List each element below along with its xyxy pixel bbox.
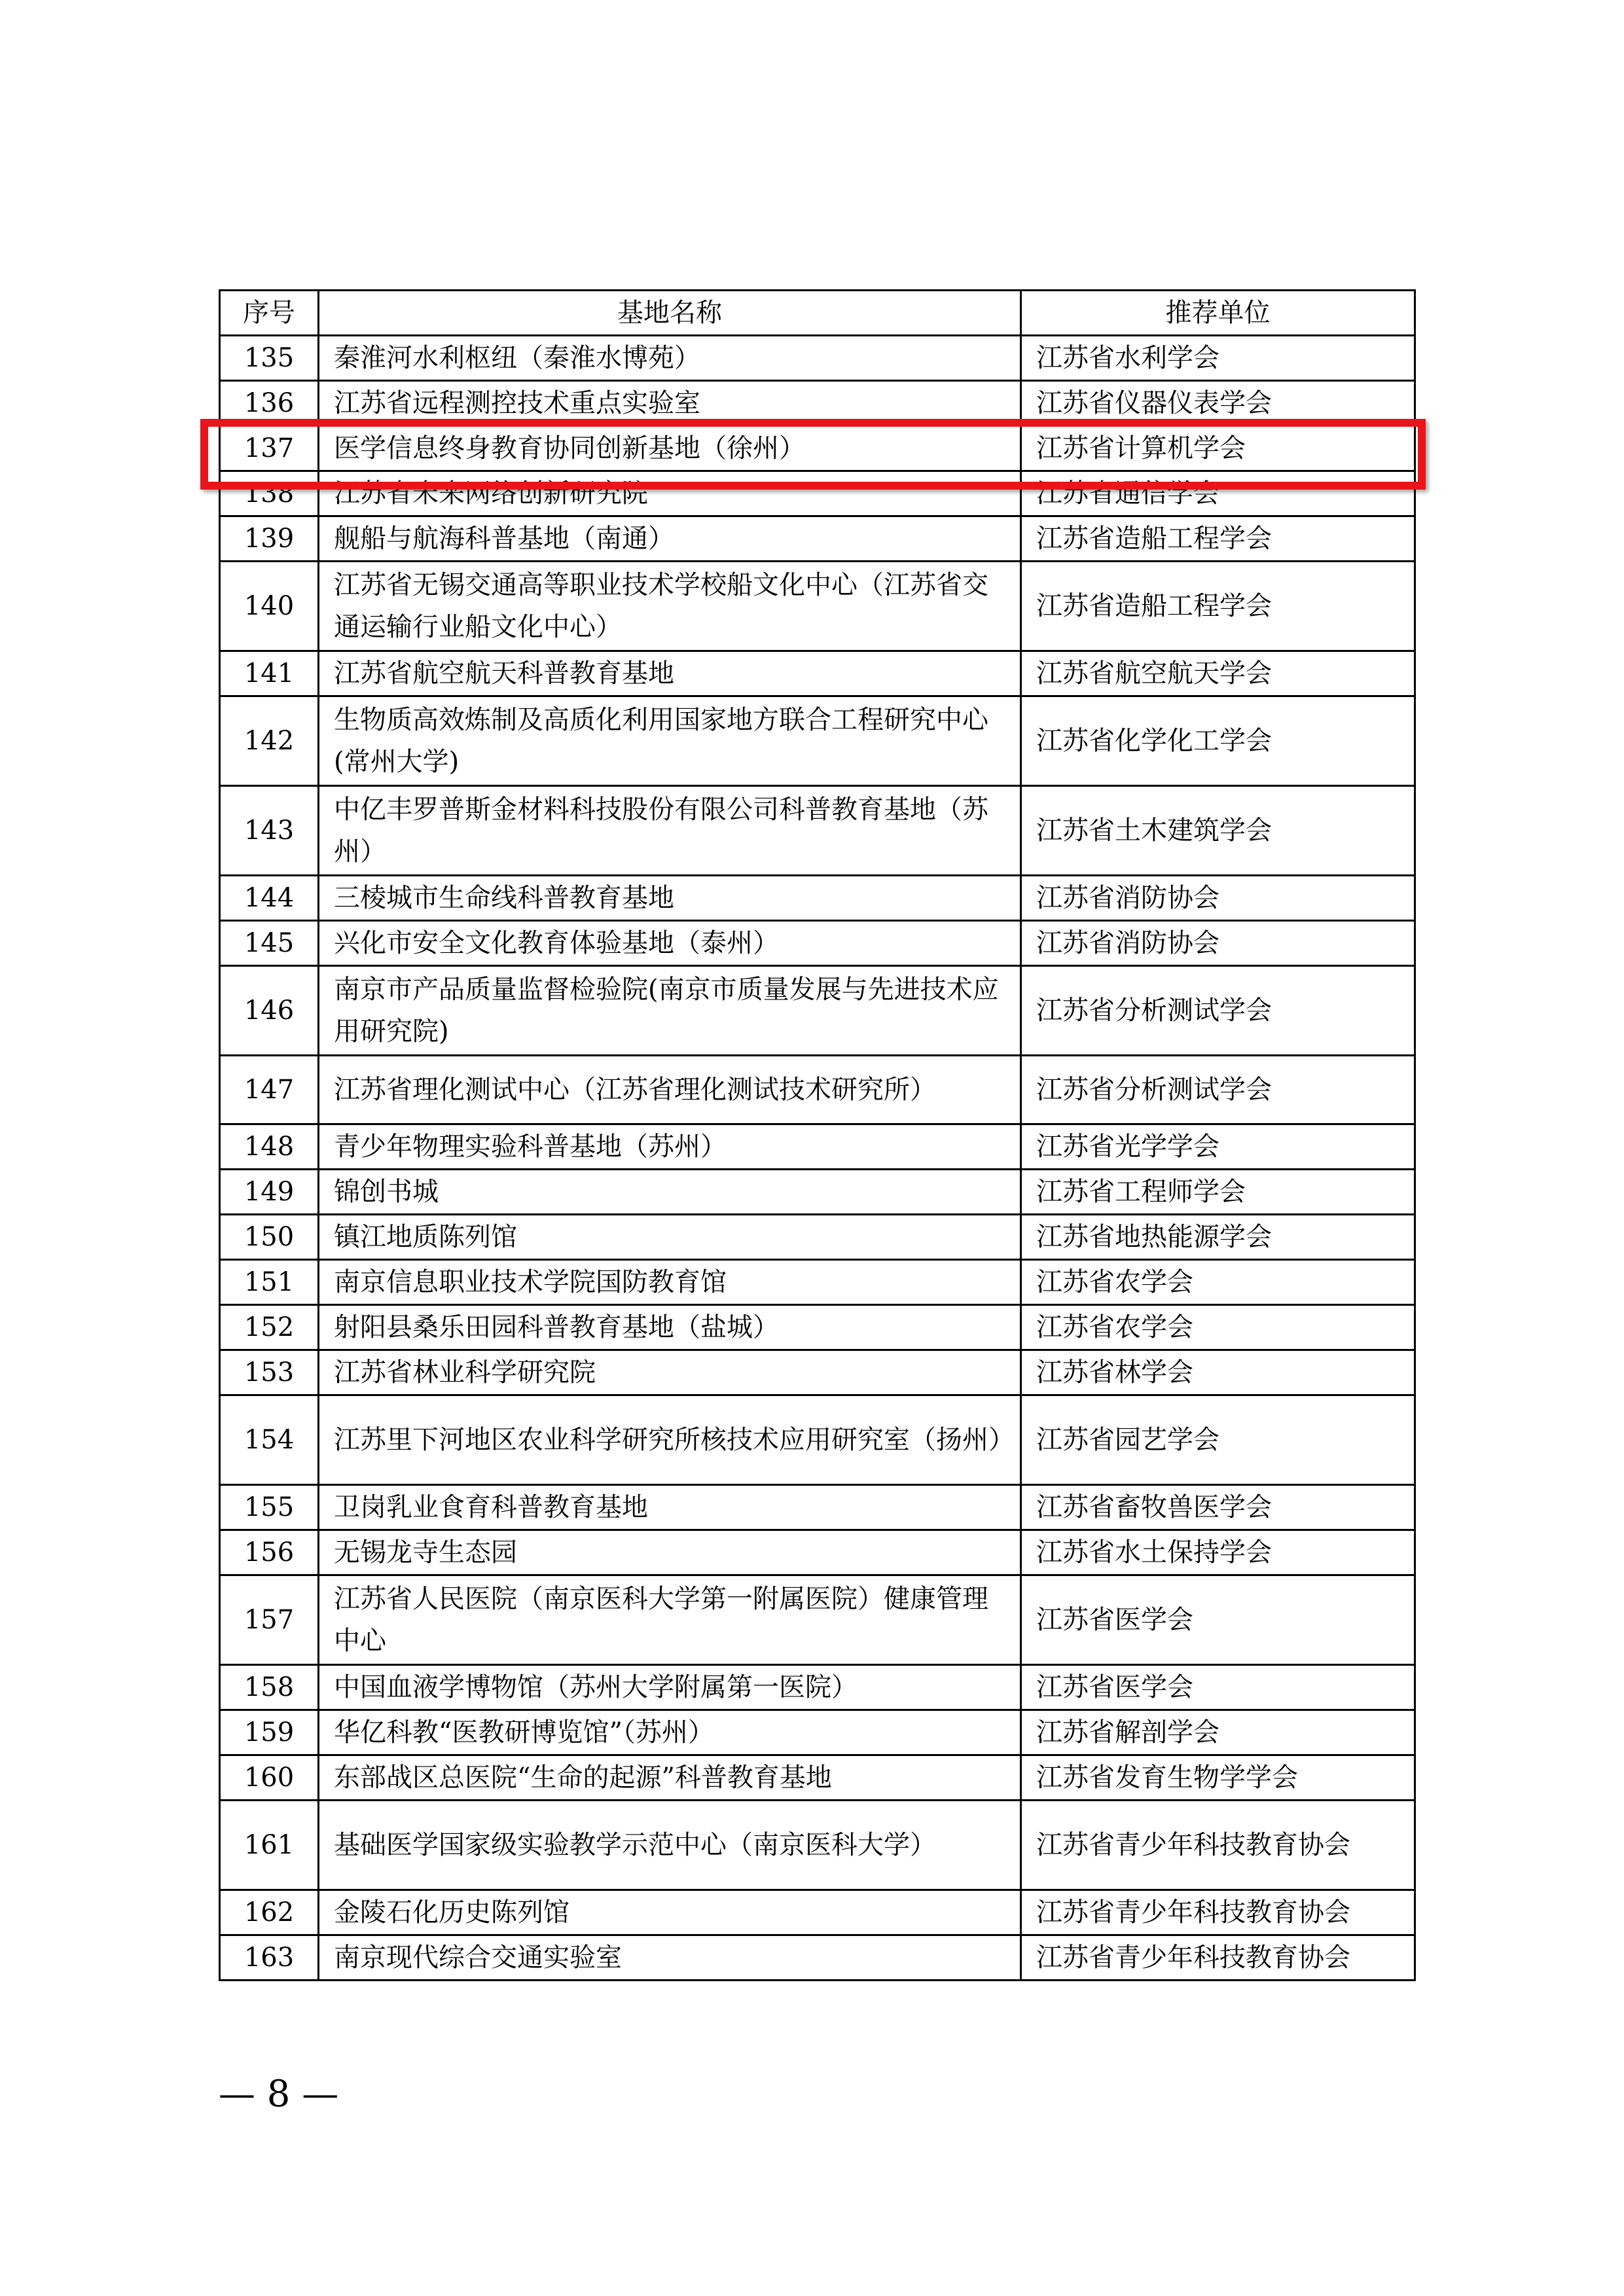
table-row <box>220 336 1415 381</box>
base-name: 青少年物理实验科普基地（苏州） <box>319 1124 1021 1170</box>
table-row <box>220 1575 1415 1665</box>
base-name: 江苏省无锡交通高等职业技术学校船文化中心（江苏省交通运输行业船文化中心） <box>319 562 1021 651</box>
row-number: 160 <box>220 1755 319 1801</box>
base-name: 生物质高效炼制及高质化利用国家地方联合工程研究中心(常州大学) <box>319 696 1021 786</box>
base-name: 医学信息终身教育协同创新基地（徐州） <box>319 426 1021 471</box>
base-name: 舰船与航海科普基地（南通） <box>319 516 1021 562</box>
base-name: 江苏省航空航天科普教育基地 <box>319 651 1021 696</box>
recommending-org: 江苏省造船工程学会 <box>1021 516 1415 562</box>
row-number: 137 <box>220 426 319 471</box>
base-name: 江苏里下河地区农业科学研究所核技术应用研究室（扬州） <box>319 1395 1021 1485</box>
base-name: 江苏省林业科学研究院 <box>319 1350 1021 1395</box>
recommending-org: 江苏省农学会 <box>1021 1305 1415 1350</box>
base-name: 射阳县桑乐田园科普教育基地（盐城） <box>319 1305 1021 1350</box>
recommending-org: 江苏省计算机学会 <box>1021 426 1415 471</box>
base-name: 江苏省远程测控技术重点实验室 <box>319 381 1021 426</box>
row-number: 136 <box>220 381 319 426</box>
table-row <box>220 1530 1415 1575</box>
row-number: 155 <box>220 1485 319 1530</box>
recommending-org: 江苏省水利学会 <box>1021 336 1415 381</box>
row-number: 143 <box>220 786 319 876</box>
row-number: 159 <box>220 1710 319 1755</box>
page-number: — 8 — <box>219 2073 339 2115</box>
row-number: 149 <box>220 1170 319 1215</box>
row-number: 145 <box>220 921 319 966</box>
base-name: 卫岗乳业食育科普教育基地 <box>319 1485 1021 1530</box>
recommending-org: 江苏省医学会 <box>1021 1665 1415 1710</box>
recommending-org: 江苏省分析测试学会 <box>1021 1056 1415 1124</box>
table-row <box>220 786 1415 876</box>
row-number: 141 <box>220 651 319 696</box>
row-number: 139 <box>220 516 319 562</box>
row-number: 146 <box>220 966 319 1056</box>
base-name: 江苏省人民医院（南京医科大学第一附属医院）健康管理中心 <box>319 1575 1021 1665</box>
row-number: 154 <box>220 1395 319 1485</box>
recommending-org: 江苏省青少年科技教育协会 <box>1021 1935 1415 1981</box>
table-row <box>220 1305 1415 1350</box>
base-name: 无锡龙寺生态园 <box>319 1530 1021 1575</box>
row-number: 158 <box>220 1665 319 1710</box>
base-name: 镇江地质陈列馆 <box>319 1215 1021 1260</box>
table-row <box>220 1395 1415 1485</box>
base-name: 江苏省理化测试中心（江苏省理化测试技术研究所） <box>319 1056 1021 1124</box>
base-name: 中国血液学博物馆（苏州大学附属第一医院） <box>319 1665 1021 1710</box>
header-seq: 序号 <box>220 291 319 336</box>
recommending-org: 江苏省通信学会 <box>1021 471 1415 516</box>
recommending-org: 江苏省消防协会 <box>1021 876 1415 921</box>
base-name: 南京市产品质量监督检验院(南京市质量发展与先进技术应用研究院) <box>319 966 1021 1056</box>
base-name: 锦创书城 <box>319 1170 1021 1215</box>
row-number: 138 <box>220 471 319 516</box>
base-name: 东部战区总医院“生命的起源”科普教育基地 <box>319 1755 1021 1801</box>
table-row <box>220 516 1415 562</box>
table-row <box>220 1170 1415 1215</box>
base-name: 基础医学国家级实验教学示范中心（南京医科大学） <box>319 1801 1021 1890</box>
row-number: 151 <box>220 1260 319 1305</box>
header-recommending-org: 推荐单位 <box>1021 291 1415 336</box>
row-number: 140 <box>220 562 319 651</box>
table-row <box>220 1260 1415 1305</box>
red-highlight-box <box>200 419 1426 490</box>
row-number: 150 <box>220 1215 319 1260</box>
recommending-org: 江苏省化学化工学会 <box>1021 696 1415 786</box>
base-name: 金陵石化历史陈列馆 <box>319 1890 1021 1935</box>
recommending-org: 江苏省畜牧兽医学会 <box>1021 1485 1415 1530</box>
base-name: 江苏省未来网络创新研究院 <box>319 471 1021 516</box>
table-row <box>220 562 1415 651</box>
table-row <box>220 1890 1415 1935</box>
table-row <box>220 876 1415 921</box>
header-base-name: 基地名称 <box>319 291 1021 336</box>
recommending-org: 江苏省林学会 <box>1021 1350 1415 1395</box>
base-name: 秦淮河水利枢纽（秦淮水博苑） <box>319 336 1021 381</box>
table-row <box>220 1801 1415 1890</box>
recommending-org: 江苏省消防协会 <box>1021 921 1415 966</box>
row-number: 148 <box>220 1124 319 1170</box>
table-row <box>220 1056 1415 1124</box>
recommending-org: 江苏省土木建筑学会 <box>1021 786 1415 876</box>
table-row <box>220 1485 1415 1530</box>
table-row <box>220 1665 1415 1710</box>
recommending-org: 江苏省园艺学会 <box>1021 1395 1415 1485</box>
recommending-org: 江苏省仪器仪表学会 <box>1021 381 1415 426</box>
base-name: 华亿科教“医教研博览馆”（苏州） <box>319 1710 1021 1755</box>
row-number: 135 <box>220 336 319 381</box>
row-number: 144 <box>220 876 319 921</box>
row-number: 156 <box>220 1530 319 1575</box>
recommending-org: 江苏省造船工程学会 <box>1021 562 1415 651</box>
recommending-org: 江苏省青少年科技教育协会 <box>1021 1801 1415 1890</box>
row-number: 142 <box>220 696 319 786</box>
base-name: 三棱城市生命线科普教育基地 <box>319 876 1021 921</box>
table-row <box>220 651 1415 696</box>
recommending-org: 江苏省解剖学会 <box>1021 1710 1415 1755</box>
table-row <box>220 921 1415 966</box>
recommending-org: 江苏省青少年科技教育协会 <box>1021 1890 1415 1935</box>
row-number: 162 <box>220 1890 319 1935</box>
recommending-org: 江苏省发育生物学学会 <box>1021 1755 1415 1801</box>
recommending-org: 江苏省医学会 <box>1021 1575 1415 1665</box>
row-number: 152 <box>220 1305 319 1350</box>
base-name: 南京现代综合交通实验室 <box>319 1935 1021 1981</box>
recommending-org: 江苏省农学会 <box>1021 1260 1415 1305</box>
recommending-org: 江苏省工程师学会 <box>1021 1170 1415 1215</box>
table-row <box>220 1935 1415 1981</box>
table-header-row <box>220 291 1415 336</box>
recommending-org: 江苏省分析测试学会 <box>1021 966 1415 1056</box>
table-row <box>220 1710 1415 1755</box>
row-number: 153 <box>220 1350 319 1395</box>
row-number: 161 <box>220 1801 319 1890</box>
table-row <box>220 1124 1415 1170</box>
base-list-table <box>219 289 1416 1981</box>
row-number: 163 <box>220 1935 319 1981</box>
row-number: 147 <box>220 1056 319 1124</box>
recommending-org: 江苏省光学学会 <box>1021 1124 1415 1170</box>
base-name: 兴化市安全文化教育体验基地（泰州） <box>319 921 1021 966</box>
base-name: 中亿丰罗普斯金材料科技股份有限公司科普教育基地（苏州） <box>319 786 1021 876</box>
base-name: 南京信息职业技术学院国防教育馆 <box>319 1260 1021 1305</box>
table-row <box>220 1755 1415 1801</box>
recommending-org: 江苏省水土保持学会 <box>1021 1530 1415 1575</box>
recommending-org: 江苏省航空航天学会 <box>1021 651 1415 696</box>
recommending-org: 江苏省地热能源学会 <box>1021 1215 1415 1260</box>
table-row <box>220 1350 1415 1395</box>
row-number: 157 <box>220 1575 319 1665</box>
table-row <box>220 966 1415 1056</box>
table-row <box>220 696 1415 786</box>
table-row <box>220 1215 1415 1260</box>
